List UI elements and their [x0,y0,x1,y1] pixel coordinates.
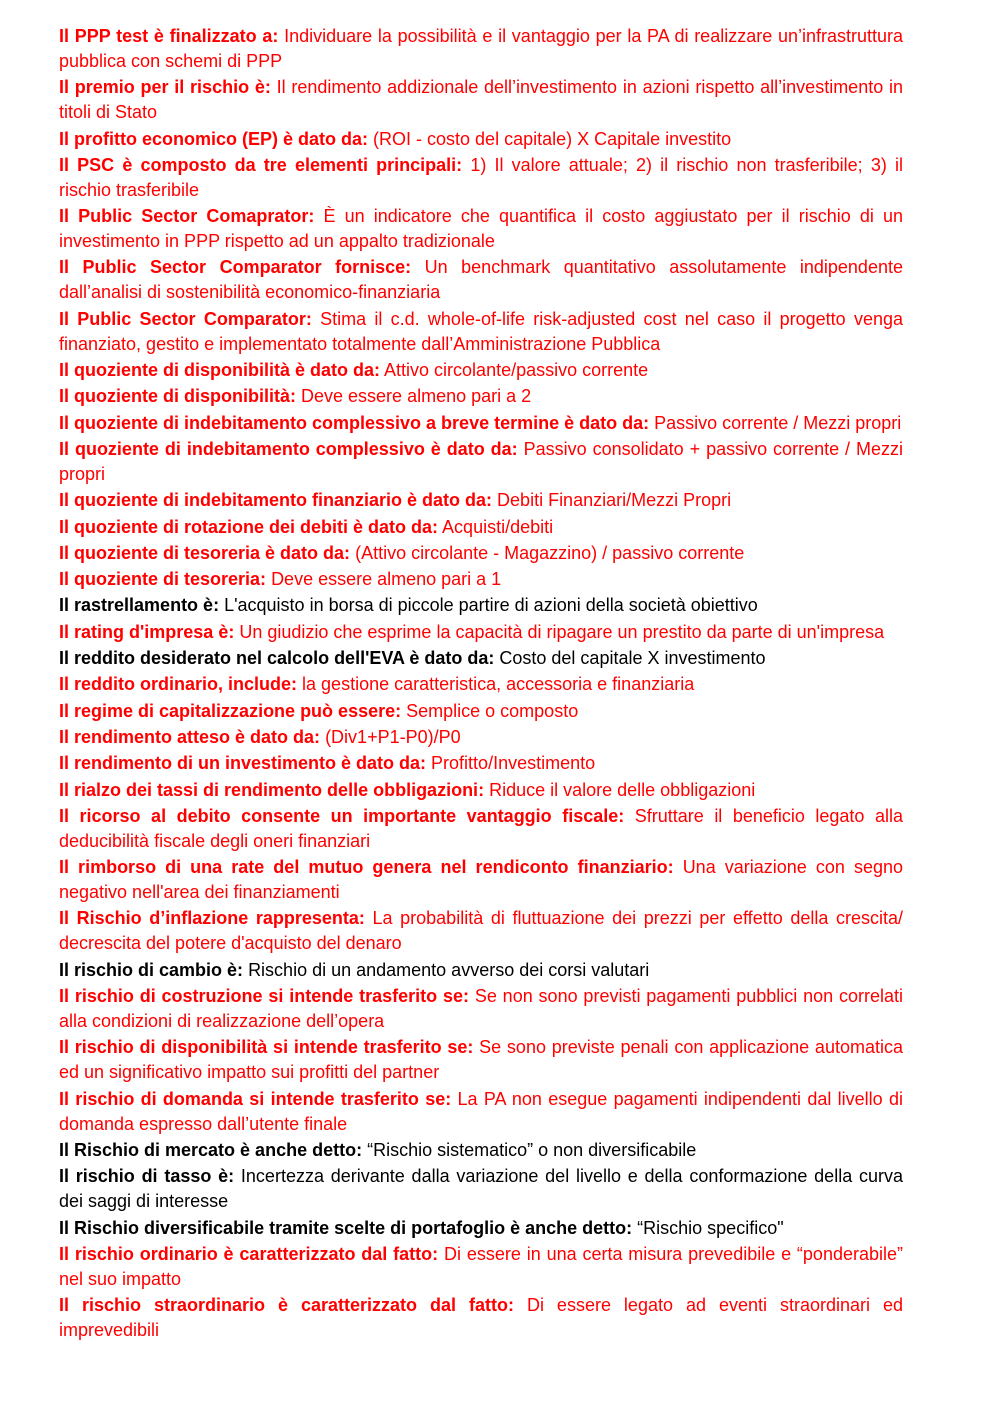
entry-term: Il Public Sector Comparator: [59,308,312,329]
entry-term: Il profitto economico (EP) è dato da: [59,128,369,149]
glossary-entry [59,411,903,436]
entry-definition: Riduce il valore delle obbligazioni [489,779,756,800]
entry-term: Il Rischio d’inflazione rappresenta: [59,908,365,929]
entry-term: Il rischio di costruzione si intende trasferito se: [59,986,469,1007]
entry-definition: Costo del capitale X investimento [499,648,766,669]
entry-definition: Deve essere almeno pari a 2 [301,386,532,407]
entry-term: Il quoziente di indebitamento complessivo è dato da: [59,438,518,459]
entry-term: Il quoziente di indebitamento finanziario è dato da: [59,490,493,511]
glossary-entry [59,1293,903,1343]
glossary-entry [59,593,903,618]
entry-term: Il rischio ordinario è caratterizzato dal fatto: [59,1243,439,1264]
glossary-entry [59,804,903,854]
entry-definition: Individuare la possibilità e il vantaggio per la PA di realizzare un’infrastruttura pubblica con schemi di PPP [59,26,904,71]
entry-term: Il Public Sector Comaprator: [59,206,315,227]
glossary-entry [59,255,903,305]
glossary-entry [59,541,903,566]
entry-term: Il PSC è composto da tre elementi principali: [59,154,463,175]
glossary-entry [59,75,903,125]
entry-term: Il rischio di disponibilità si intende trasferito se: [59,1037,474,1058]
entry-definition: Deve essere almeno pari a 1 [271,569,502,590]
entry-term: Il rialzo dei tassi di rendimento delle obbligazioni: [59,779,485,800]
entry-definition: (Div1+P1-P0)/P0 [325,726,461,747]
glossary-entry [59,646,903,671]
glossary-entry [59,751,903,776]
entry-term: Il rischio di domanda si intende trasferito se: [59,1088,452,1109]
entry-term: Il Rischio diversificabile tramite scelte di portafoglio è anche detto: [59,1217,633,1238]
entry-term: Il regime di capitalizzazione può essere: [59,700,402,721]
entry-definition: La PA non esegue pagamenti indipendenti dal livello di domanda espresso dall’utente finale [59,1088,903,1134]
glossary-entry [59,1242,903,1292]
glossary-entry [59,515,903,540]
entry-definition: Se sono previste penali con applicazione automatica ed un significativo impatto sui profitti del partner [59,1037,903,1083]
glossary-entry [59,437,903,487]
glossary-entry [59,24,903,74]
entry-definition: Passivo corrente / Mezzi propri [654,412,902,433]
entry-definition: “Rischio sistematico” o non diversificabile [367,1139,697,1160]
glossary-entry [59,1164,903,1214]
glossary-entry [59,384,903,409]
glossary-entry [59,307,903,357]
entry-term: Il PPP test è finalizzato a: [59,26,279,46]
entry-definition: Un giudizio che esprime la capacità di ripagare un prestito da parte di un'impresa [239,621,885,642]
entry-term: Il rendimento di un investimento è dato da: [59,753,427,774]
entry-term: Il reddito desiderato nel calcolo dell'EVA è dato da: [59,648,495,669]
entry-term: Il quoziente di disponibilità: [59,386,296,407]
entry-term: Il rischio di tasso è: [59,1166,235,1187]
entry-definition: Incertezza derivante dalla variazione del livello e della conformazione della curva dei saggi di interesse [59,1166,903,1212]
entry-term: Il Public Sector Comparator fornisce: [59,257,412,278]
entry-definition: Semplice o composto [406,700,579,721]
entry-definition: Debiti Finanziari/Mezzi Propri [497,490,732,511]
entry-definition: Profitto/Investimento [431,753,596,774]
glossary-entry [59,778,903,803]
entry-definition: Di essere in una certa misura prevedibile e “ponderabile” nel suo impatto [59,1243,903,1289]
entry-term: Il rischio straordinario è caratterizzato dal fatto: [59,1295,514,1316]
entry-definition: 1) Il valore attuale; 2) il rischio non trasferibile; 3) il rischio trasferibile [59,154,903,200]
entry-term: Il Rischio di mercato è anche detto: [59,1139,363,1160]
glossary-entry [59,1138,903,1163]
glossary-entry [59,204,903,254]
entry-definition: (Attivo circolante - Magazzino) / passivo corrente [355,542,745,563]
document-page [59,24,903,1344]
entry-definition: L'acquisto in borsa di piccole partire di azioni della società obiettivo [224,595,758,616]
glossary-entry [59,984,903,1034]
entry-definition: La probabilità di fluttuazione dei prezzi per effetto della crescita/ decrescita del potere d'acquisto del denaro [59,908,903,954]
entry-term: Il premio per il rischio è: [59,77,271,98]
glossary-entry [59,855,903,905]
glossary-entry [59,127,903,152]
entry-definition: Passivo consolidato + passivo corrente / Mezzi propri [59,438,903,484]
entry-term: Il quoziente di tesoreria è dato da: [59,542,351,563]
entry-term: Il reddito ordinario, include: [59,674,298,695]
glossary-entry [59,672,903,697]
entry-term: Il rischio di cambio è: [59,959,244,980]
entry-term: Il ricorso al debito consente un importante vantaggio fiscale: [59,805,625,826]
entry-definition: la gestione caratteristica, accessoria e finanziaria [302,674,695,695]
glossary-entry [59,567,903,592]
glossary-entry [59,725,903,750]
entry-term: Il rating d'impresa è: [59,621,235,642]
entry-definition: Attivo circolante/passivo corrente [384,360,649,381]
glossary-entry [59,620,903,645]
glossary-entry [59,906,903,956]
glossary-entry [59,358,903,383]
entry-term: Il rendimento atteso è dato da: [59,726,321,747]
entry-definition: “Rischio specifico" [637,1217,784,1238]
glossary-entry [59,1087,903,1137]
entry-term: Il quoziente di tesoreria: [59,569,267,590]
entry-definition: Un benchmark quantitativo assolutamente indipendente dall’analisi di sostenibilità economico-finanziaria [59,257,903,303]
entry-definition: Stima il c.d. whole-of-life risk-adjusted cost nel caso il progetto venga finanziato, gestito e implementato totalmente dall’Amministrazione Pubblica [59,308,903,354]
entry-term: Il rimborso di una rate del mutuo genera nel rendiconto finanziario: [59,857,674,878]
entry-definition: Acquisti/debiti [442,516,554,537]
entry-definition: Una variazione con segno negativo nell'area dei finanziamenti [59,857,903,903]
glossary-entry [59,1216,903,1241]
entry-term: Il quoziente di rotazione dei debiti è dato da: [59,516,439,537]
glossary-entry [59,153,903,203]
entry-definition: Sfruttare il beneficio legato alla deducibilità fiscale degli oneri finanziari [59,805,903,851]
glossary-entry [59,488,903,513]
entry-definition: È un indicatore che quantifica il costo aggiustato per il rischio di un investimento in PPP rispetto ad un appalto tradizionale [59,206,903,252]
entry-definition: Se non sono previsti pagamenti pubblici non correlati alla condizioni di realizzazione dell’opera [59,986,903,1032]
glossary-entry [59,1035,903,1085]
entry-definition: (ROI - costo del capitale) X Capitale investito [373,128,732,149]
entry-term: Il rastrellamento è: [59,595,220,616]
entry-term: Il quoziente di indebitamento complessivo a breve termine è dato da: [59,412,650,433]
entry-term: Il quoziente di disponibilità è dato da: [59,360,381,381]
entry-definition: Il rendimento addizionale dell’investimento in azioni rispetto all’investimento in titoli di Stato [59,77,903,123]
glossary-entry [59,699,903,724]
entry-definition: Rischio di un andamento avverso dei corsi valutari [248,959,650,980]
entry-definition: Di essere legato ad eventi straordinari ed imprevedibili [59,1295,903,1341]
glossary-entry [59,958,903,983]
